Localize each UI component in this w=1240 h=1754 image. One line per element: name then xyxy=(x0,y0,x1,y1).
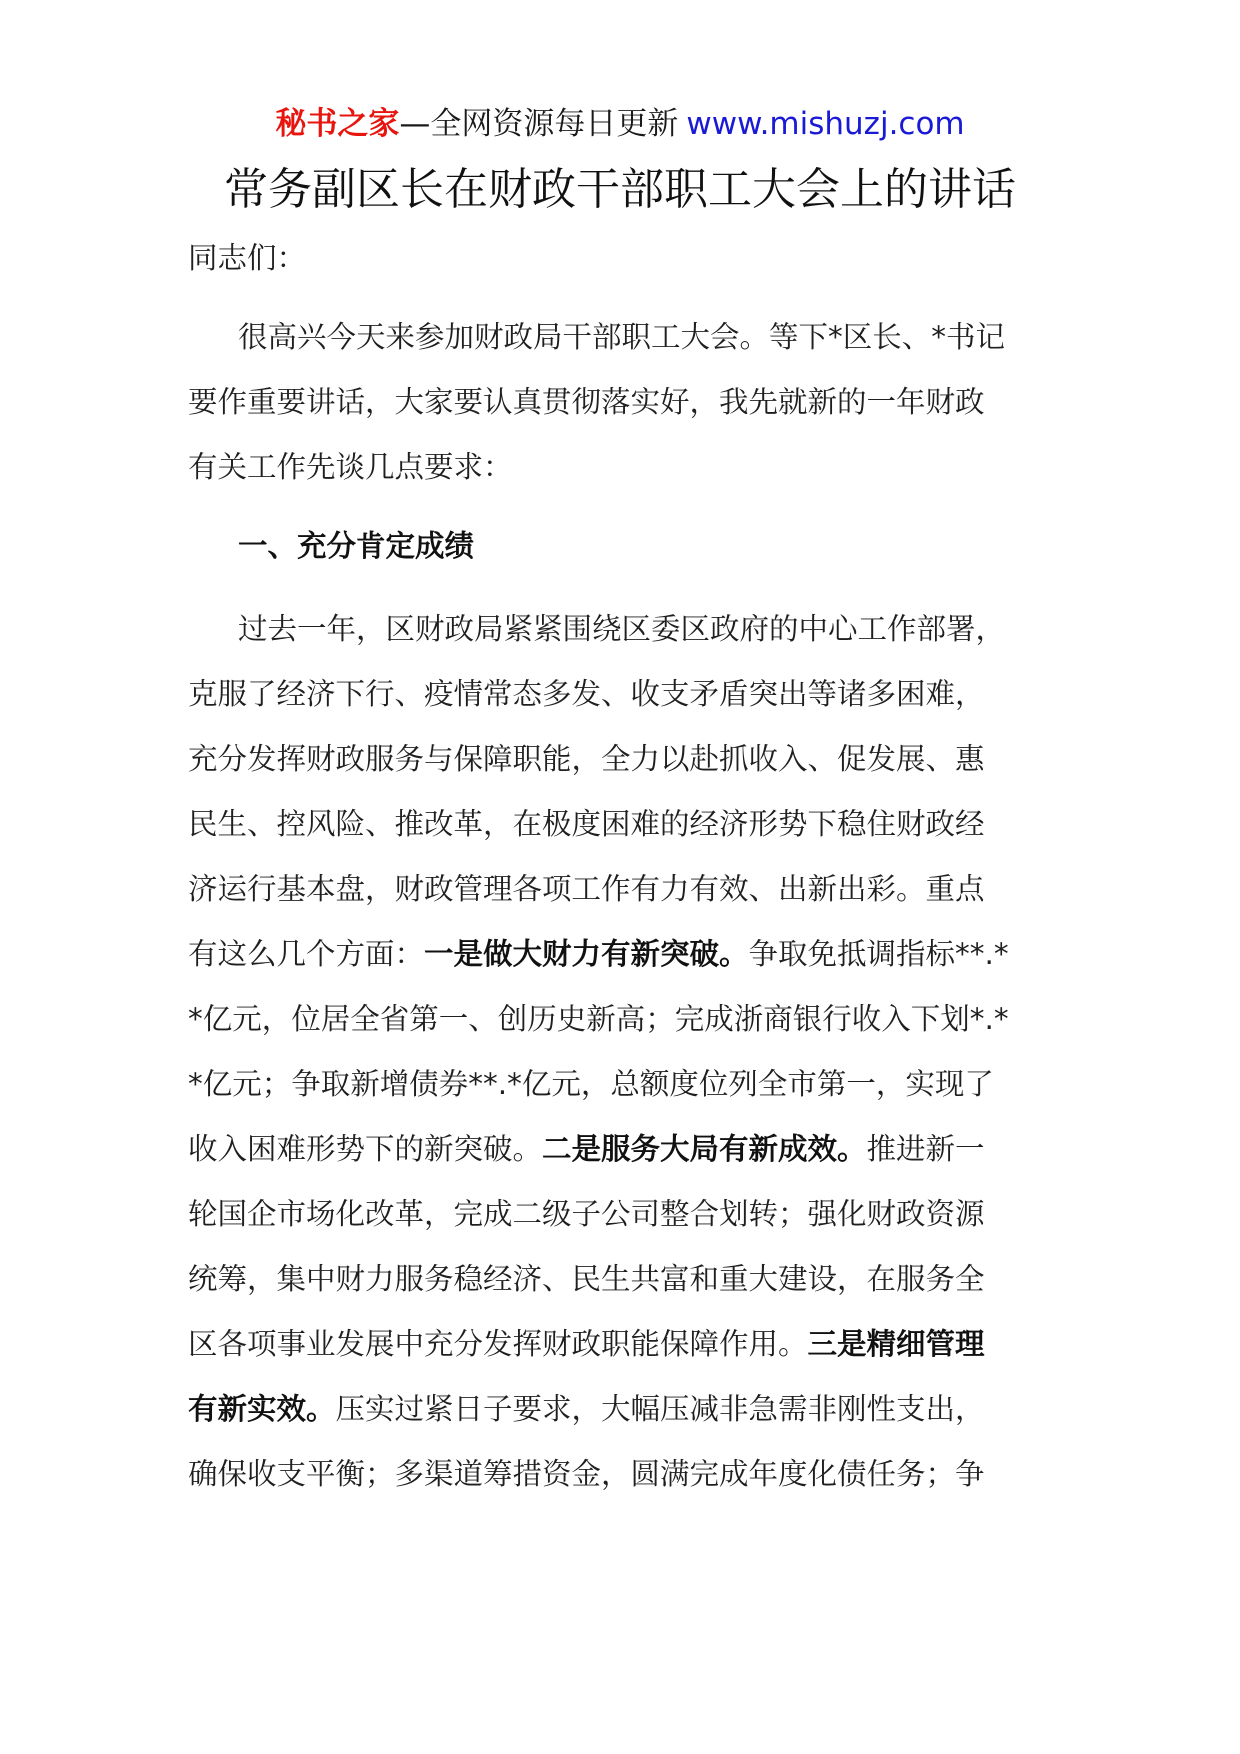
line-text: 推进新一 xyxy=(866,1132,985,1166)
paragraph-line xyxy=(188,1377,1058,1442)
bold-point-1: 一是做大财力有新突破。 xyxy=(424,937,749,971)
paragraph-line: 克服了经济下行、疫情常态多发、收支矛盾突出等诸多困难， xyxy=(188,677,985,711)
site-brand: 秘书之家 xyxy=(275,106,400,142)
paragraph-line: *亿元，位居全省第一、创历史新高；完成浙商银行收入下划*.* xyxy=(188,1002,1009,1036)
section-heading: 一、充分肯定成绩 xyxy=(238,529,475,563)
paragraph-line: 统筹，集中财力服务稳经济、民生共富和重大建设，在服务全 xyxy=(188,1262,985,1296)
salutation: 同志们： xyxy=(188,241,307,275)
paragraph-line xyxy=(188,1312,1058,1377)
document-body xyxy=(188,226,1058,1507)
bold-point-2: 二是服务大局有新成效。 xyxy=(542,1132,867,1166)
line-text: 区各项事业发展中充分发挥财政职能保障作用。 xyxy=(188,1327,808,1361)
paragraph-line: 充分发挥财政服务与保障职能，全力以赴抓收入、促发展、惠 xyxy=(188,742,985,776)
paragraph-line xyxy=(188,1117,1058,1182)
paragraph-line: 轮国企市场化改革，完成二级子公司整合划转；强化财政资源 xyxy=(188,1197,985,1231)
paragraph-line: *亿元；争取新增债券**.*亿元，总额度位列全市第一，实现了 xyxy=(188,1067,994,1101)
site-header xyxy=(0,104,1240,144)
bold-point-3: 三是精细管理 xyxy=(807,1327,985,1361)
paragraph-line: 要作重要讲话，大家要认真贯彻落实好，我先就新的一年财政 xyxy=(188,385,985,419)
paragraph-line: 过去一年，区财政局紧紧围绕区委区政府的中心工作部署， xyxy=(238,612,1006,646)
line-text: 有这么几个方面： xyxy=(188,937,425,971)
intro-paragraph xyxy=(188,305,1058,500)
site-tagline: —全网资源每日更新 xyxy=(399,106,679,142)
section1-paragraph xyxy=(188,597,1058,1507)
paragraph-line: 济运行基本盘，财政管理各项工作有力有效、出新出彩。重点 xyxy=(188,872,985,906)
line-text: 争取免抵调指标**.* xyxy=(748,937,1009,971)
paragraph-line: 很高兴今天来参加财政局干部职工大会。等下*区长、*书记 xyxy=(238,320,1006,354)
line-text: 压实过紧日子要求，大幅压减非急需非刚性支出， xyxy=(335,1392,985,1426)
paragraph-line: 确保收支平衡；多渠道筹措资金，圆满完成年度化债任务；争 xyxy=(188,1457,985,1491)
bold-point-3-cont: 有新实效。 xyxy=(188,1392,336,1426)
document-title: 常务副区长在财政干部职工大会上的讲话 xyxy=(224,164,1016,215)
line-text: 收入困难形势下的新突破。 xyxy=(188,1132,543,1166)
paragraph-line: 有关工作先谈几点要求： xyxy=(188,450,513,484)
site-url-link[interactable]: www.mishuzj.com xyxy=(686,106,965,142)
paragraph-line: 民生、控风险、推改革，在极度困难的经济形势下稳住财政经 xyxy=(188,807,985,841)
paragraph-line xyxy=(188,922,1058,987)
